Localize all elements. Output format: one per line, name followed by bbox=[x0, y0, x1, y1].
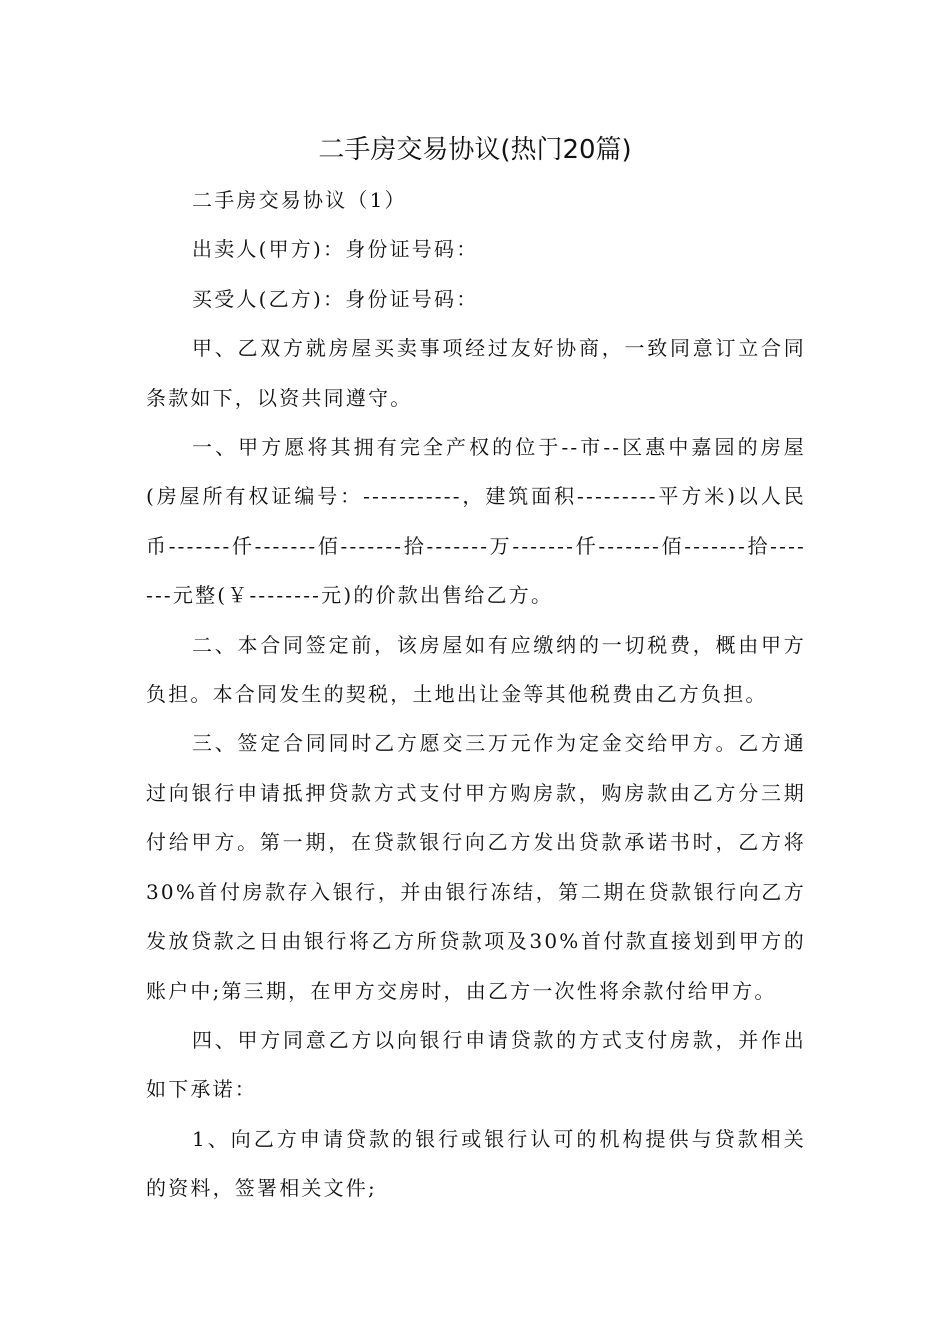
paragraph-clause-4-item-1: 1、向乙方申请贷款的银行或银行认可的机构提供与贷款相关的资料，签署相关文件; bbox=[146, 1126, 806, 1201]
paragraph-clause-4: 四、甲方同意乙方以向银行申请贷款的方式支付房款，并作出如下承诺： bbox=[146, 1027, 806, 1102]
seller-line: 出卖人(甲方)：身份证号码： bbox=[192, 237, 479, 262]
buyer-line: 买受人(乙方)：身份证号码： bbox=[192, 286, 479, 311]
paragraph-clause-3: 三、签定合同同时乙方愿交三万元作为定金交给甲方。乙方通过向银行申请抵押贷款方式支付甲方购房款，购房款由乙方分三期付给甲方。第一期，在贷款银行向乙方发出贷款承诺书时，乙方将30%首付房款存入银行，并由银行冻结，第二期在贷款银行向乙方发放贷款之日由银行将乙方所贷款项及30%首付款直接划到甲方的账户中;第三期，在甲方交房时，由乙方一次性将余款付给甲方。 bbox=[146, 731, 806, 1003]
document-title: 二手房交易协议(热门20篇) bbox=[318, 135, 632, 165]
paragraph-clause-2: 二、本合同签定前，该房屋如有应缴纳的一切税费，概由甲方负担。本合同发生的契税，土地出让金等其他税费由乙方负担。 bbox=[146, 632, 806, 707]
document-body bbox=[146, 176, 806, 1214]
section-heading: 二手房交易协议（1） bbox=[192, 188, 407, 212]
paragraph-intro: 甲、乙双方就房屋买卖事项经过友好协商，一致同意订立合同条款如下，以资共同遵守。 bbox=[146, 336, 806, 410]
paragraph-clause-1: 一、甲方愿将其拥有完全产权的位于--市--区惠中嘉园的房屋(房屋所有权证编号：-----------，建筑面积---------平方米)以人民币-------仟-------佰-------拾-------万-------仟-------佰-------拾-------元整(￥--------元)的价款出售给乙方。 bbox=[146, 435, 806, 608]
